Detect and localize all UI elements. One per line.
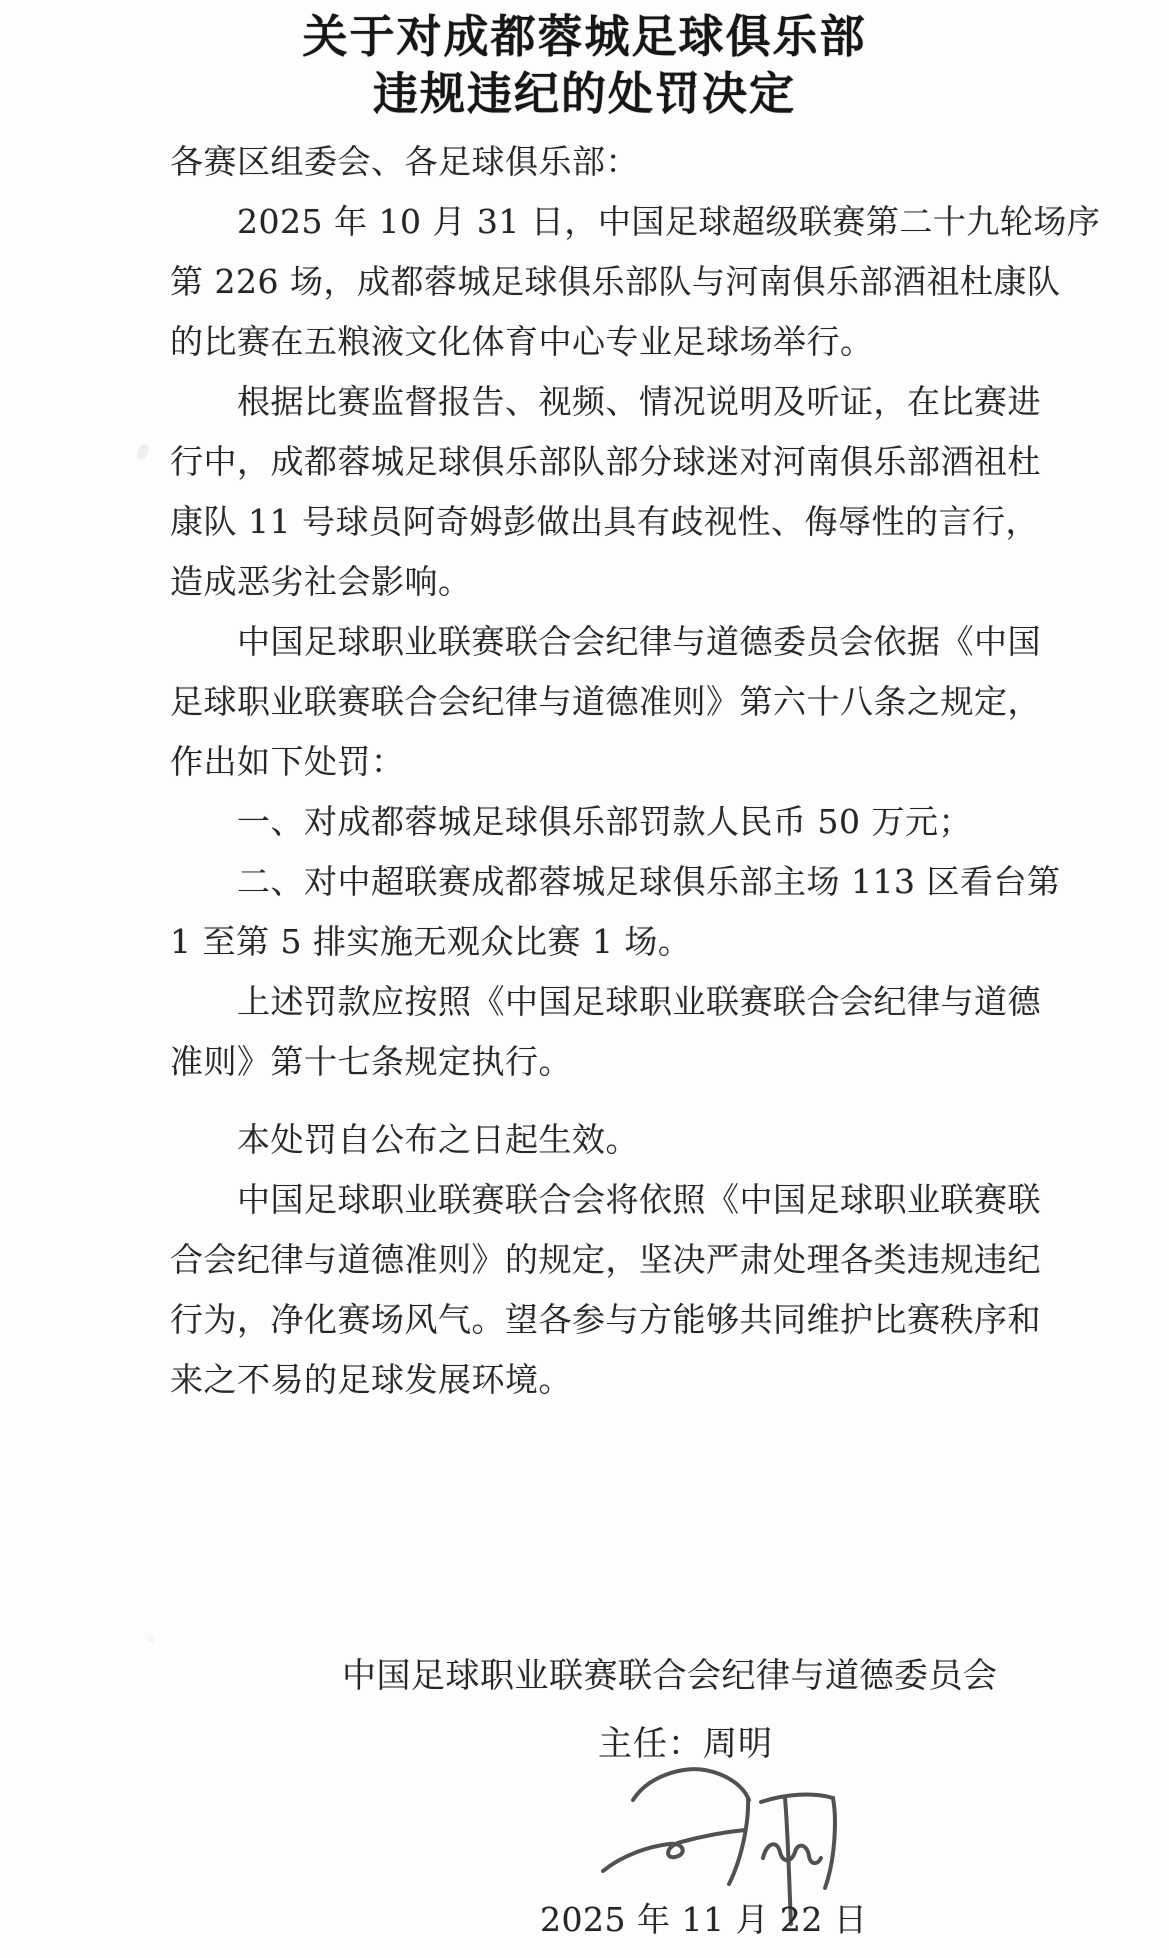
issue-date: 2025 年 11 月 22 日 — [540, 1900, 868, 1939]
body-line: 行中，成都蓉城足球俱乐部队部分球迷对河南俱乐部酒祖杜 — [170, 442, 1041, 481]
body-line: 足球职业联赛联合会纪律与道德准则》第六十八条之规定， — [170, 682, 1041, 721]
body-line: 根据比赛监督报告、视频、情况说明及听证，在比赛进 — [237, 382, 1041, 421]
document-title — [0, 8, 1169, 122]
body-line: 2025 年 10 月 31 日，中国足球超级联赛第二十九轮场序 — [237, 202, 1101, 241]
signer-line: 主任：周明 — [598, 1724, 773, 1764]
body-line: 二、对中超联赛成都蓉城足球俱乐部主场 113 区看台第 — [237, 862, 1061, 901]
body-line: 1 至第 5 排实施无观众比赛 1 场。 — [170, 922, 692, 961]
body-line: 第 226 场，成都蓉城足球俱乐部队与河南俱乐部酒祖杜康队 — [170, 262, 1061, 301]
body-line: 行为，净化赛场风气。望各参与方能够共同维护比赛秩序和 — [170, 1300, 1041, 1339]
body-line: 合会纪律与道德准则》的规定，坚决严肃处理各类违规违纪 — [170, 1240, 1041, 1279]
body-line: 准则》第十七条规定执行。 — [170, 1042, 572, 1081]
body-line: 中国足球职业联赛联合会将依照《中国足球职业联赛联 — [237, 1180, 1041, 1219]
body-line: 的比赛在五粮液文化体育中心专业足球场举行。 — [170, 322, 874, 361]
body-line: 上述罚款应按照《中国足球职业联赛联合会纪律与道德 — [237, 982, 1041, 1021]
body-line: 本处罚自公布之日起生效。 — [237, 1120, 639, 1159]
body-line: 一、对成都蓉城足球俱乐部罚款人民币 50 万元； — [237, 802, 972, 841]
body-line: 作出如下处罚： — [170, 742, 405, 781]
body-line: 造成恶劣社会影响。 — [170, 562, 472, 601]
scan-artifact — [148, 1636, 155, 1643]
body-line: 康队 11 号球员阿奇姆彭做出具有歧视性、侮辱性的言行， — [170, 502, 1039, 541]
title-line-2: 违规违纪的处罚决定 — [372, 67, 796, 120]
body-line: 来之不易的足球发展环境。 — [170, 1360, 572, 1399]
scan-artifact — [135, 443, 151, 462]
document-body — [170, 132, 1101, 1410]
body-line: 各赛区组委会、各足球俱乐部： — [170, 142, 639, 181]
body-line: 中国足球职业联赛联合会纪律与道德委员会依据《中国 — [237, 622, 1041, 661]
title-line-1: 关于对成都蓉城足球俱乐部 — [302, 10, 867, 63]
issuing-organization: 中国足球职业联赛联合会纪律与道德委员会 — [342, 1656, 998, 1696]
